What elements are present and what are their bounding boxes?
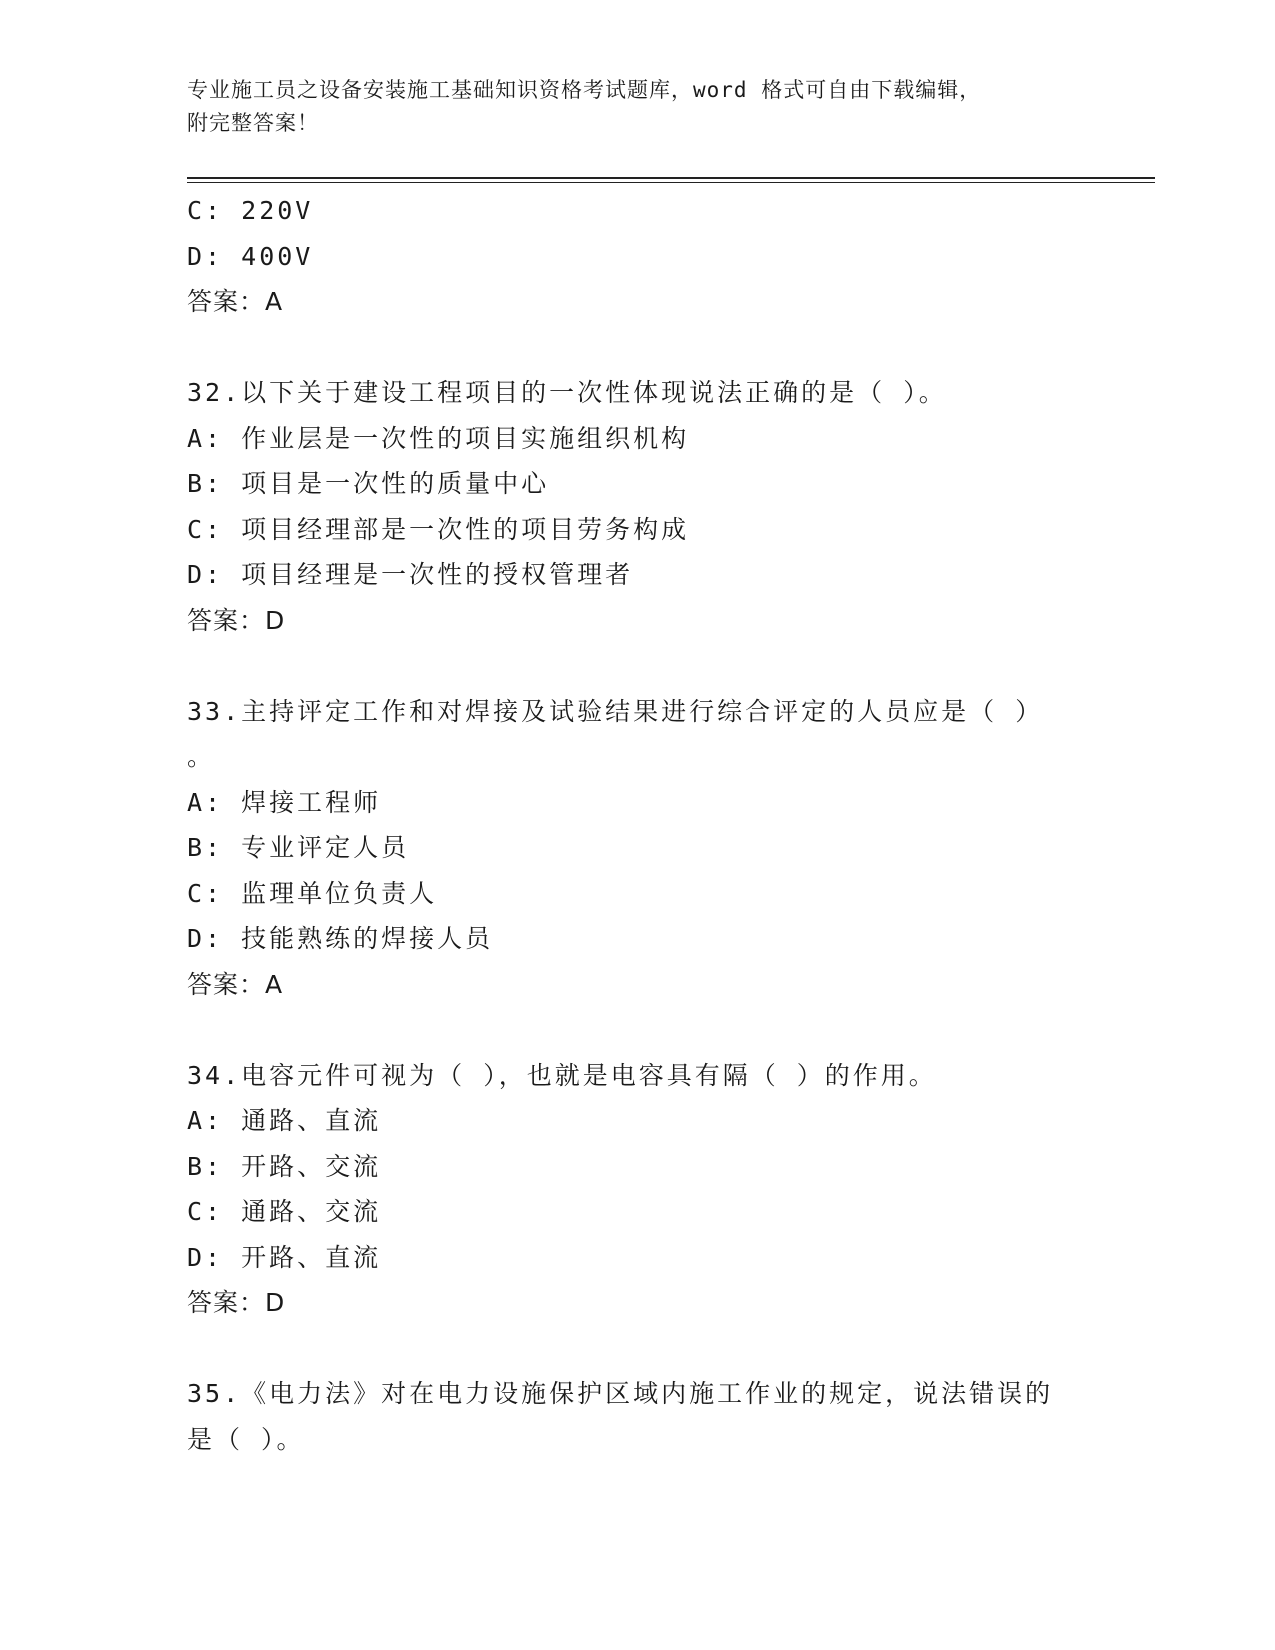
- document-header: [187, 74, 1087, 140]
- question-stem-line1: 33.主持评定工作和对焊接及试验结果进行综合评定的人员应是（ ）: [187, 696, 1044, 726]
- option-b: B: 项目是一次性的质量中心: [187, 469, 550, 498]
- header-divider-thick: [187, 177, 1155, 179]
- spacer: [187, 1326, 1087, 1372]
- option-a: A: 通路、直流: [187, 1106, 382, 1135]
- option-a: A: 作业层是一次性的项目实施组织机构: [187, 423, 690, 453]
- answer-label: 答案：A: [187, 969, 284, 999]
- question-34: [187, 1053, 1087, 1326]
- option-c: C: 通路、交流: [187, 1197, 382, 1226]
- option-d: D: 400V: [187, 241, 314, 271]
- header-title-line2: 附完整答案！: [187, 111, 319, 135]
- spacer: [187, 1007, 1087, 1053]
- question-33: [187, 689, 1087, 1008]
- question-31-tail: [187, 188, 1087, 325]
- header-title-line1: 专业施工员之设备安装施工基础知识资格考试题库，word 格式可自由下载编辑，: [187, 78, 982, 102]
- answer-label: 答案：D: [187, 605, 286, 635]
- header-divider-thin: [187, 182, 1155, 183]
- question-32: [187, 370, 1087, 643]
- question-35: [187, 1371, 1087, 1462]
- option-d: D: 项目经理是一次性的授权管理者: [187, 560, 634, 589]
- option-b: B: 专业评定人员: [187, 833, 410, 862]
- option-c: C: 220V: [187, 196, 314, 225]
- spacer: [187, 643, 1087, 689]
- option-d: D: 技能熟练的焊接人员: [187, 924, 494, 953]
- spacer: [187, 325, 1087, 371]
- question-stem-line1: 35.《电力法》对在电力设施保护区域内施工作业的规定，说法错误的: [187, 1379, 1054, 1408]
- question-list: [187, 188, 1087, 1462]
- question-stem: 32.以下关于建设工程项目的一次性体现说法正确的是（ ）。: [187, 378, 947, 407]
- question-stem-line2: 。: [187, 742, 216, 771]
- option-a: A: 焊接工程师: [187, 787, 382, 817]
- answer-label: 答案：D: [187, 1288, 286, 1317]
- question-stem: 34.电容元件可视为（ ），也就是电容具有隔（ ）的作用。: [187, 1060, 937, 1090]
- question-stem-line2: 是（ ）。: [187, 1424, 305, 1454]
- option-d: D: 开路、直流: [187, 1242, 382, 1272]
- option-c: C: 监理单位负责人: [187, 878, 438, 908]
- answer-label: 答案：A: [187, 287, 284, 316]
- option-b: B: 开路、交流: [187, 1151, 382, 1181]
- option-c: C: 项目经理部是一次性的项目劳务构成: [187, 514, 690, 544]
